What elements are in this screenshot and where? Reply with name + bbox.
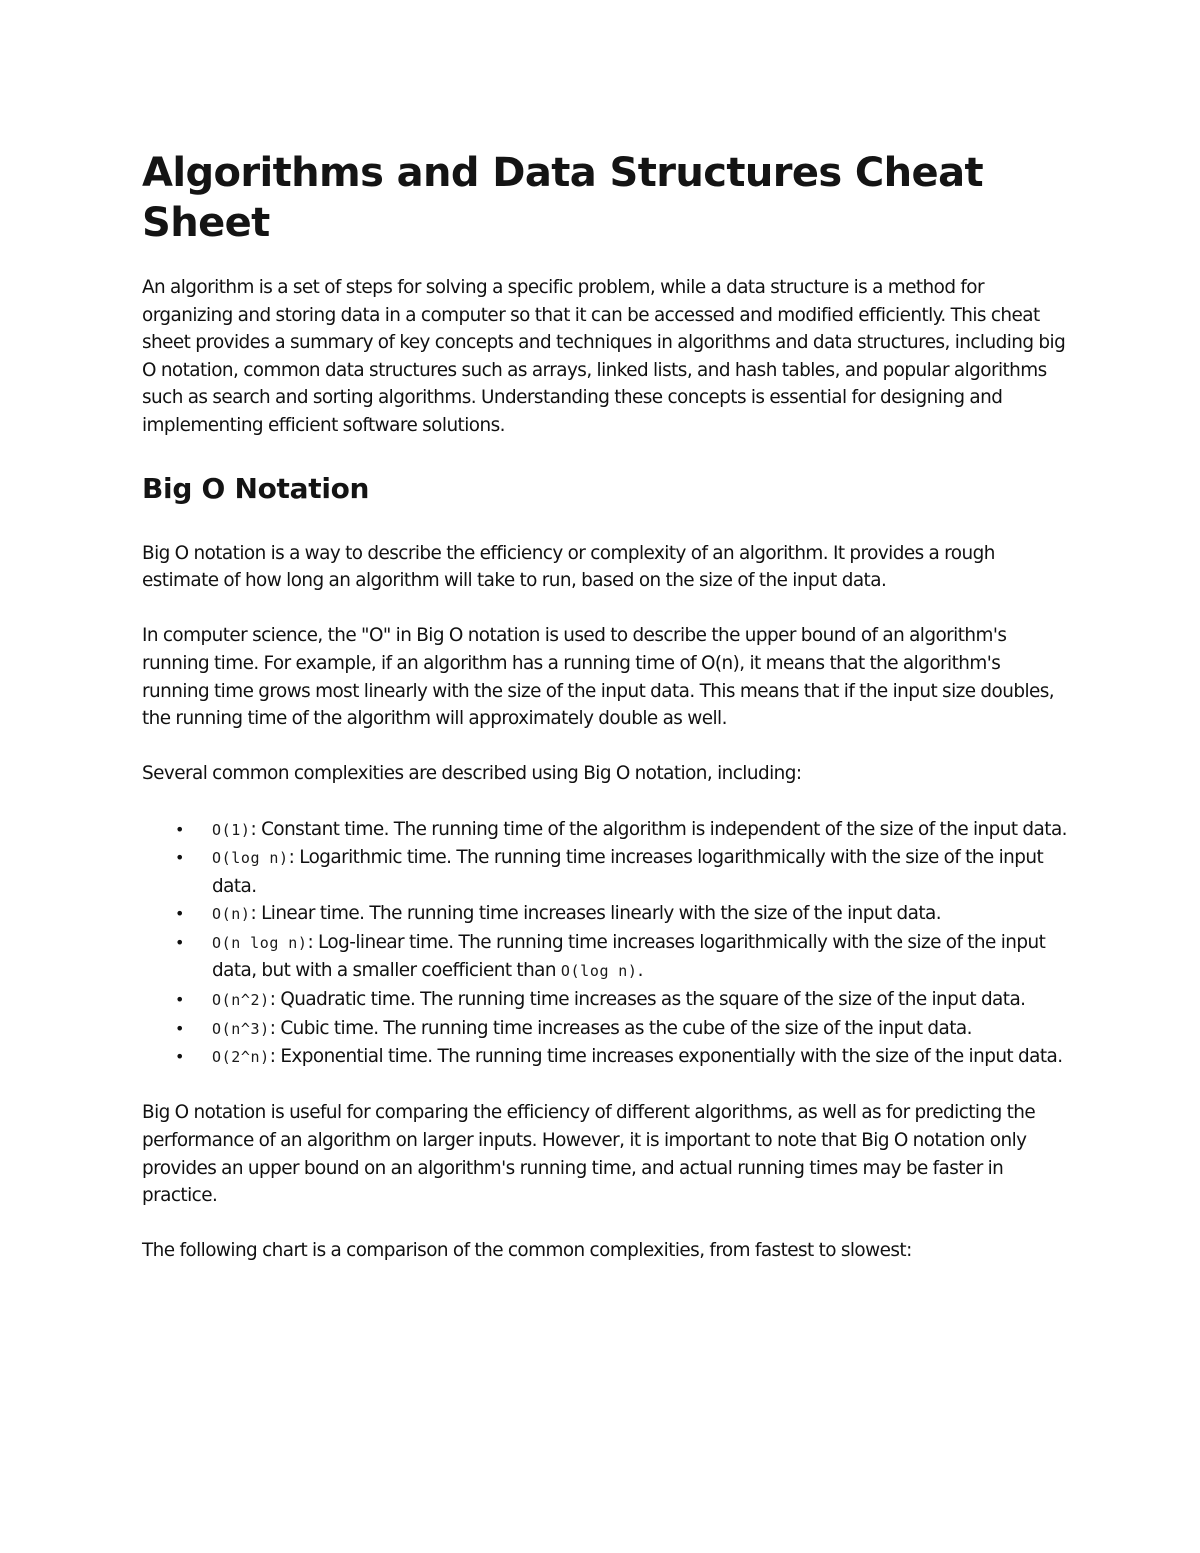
- complexity-description: : Logarithmic time. The running time increases logarithmically with the size of the input data.: [212, 847, 1044, 897]
- list-item: [175, 844, 1072, 900]
- complexity-code-inline: O(log n): [560, 962, 638, 981]
- bullet-icon: •: [175, 932, 184, 952]
- complexities-intro-paragraph: Several common complexities are described using Big O notation, including:: [142, 763, 802, 785]
- complexity-description-end: .: [637, 960, 643, 982]
- complexity-description: : Linear time. The running time increases linearly with the size of the input data.: [250, 903, 942, 925]
- list-item: [175, 929, 1072, 986]
- page-title: Algorithms and Data Structures Cheat Sheet: [142, 150, 983, 246]
- complexity-code: O(n log n): [212, 933, 308, 952]
- complexity-code: O(1): [212, 820, 251, 839]
- bullet-icon: •: [175, 1018, 184, 1038]
- list-item: [175, 1015, 1072, 1044]
- bullet-icon: •: [175, 990, 184, 1010]
- list-item: [175, 986, 1072, 1015]
- intro-paragraph: An algorithm is a set of steps for solving a specific problem, while a data structure is a method for organizing and storing data in a computer so that it can be accessed and modified efficiently. This cheat sheet provides a summary of key concepts and techniques in algorithms and data structures, including big O notation, common data structures such as arrays, linked lists, and hash tables, and popular algorithms such as search and sorting algorithms. Understanding these concepts is essential for designing and implementing efficient software solutions.: [142, 277, 1066, 436]
- complexity-description: : Exponential time. The running time increases exponentially with the size of the input data.: [269, 1046, 1063, 1068]
- chart-intro-paragraph: The following chart is a comparison of the common complexities, from fastest to slowest:: [142, 1240, 912, 1262]
- bullet-icon: •: [175, 848, 184, 868]
- complexity-code: O(n^2): [212, 991, 270, 1010]
- document-page: [142, 148, 1072, 1265]
- bullet-icon: •: [175, 904, 184, 924]
- bullet-icon: •: [175, 1047, 184, 1067]
- complexity-code: O(2^n): [212, 1048, 270, 1067]
- bullet-icon: •: [175, 819, 184, 839]
- big-o-upper-bound-paragraph: In computer science, the "O" in Big O notation is used to describe the upper bound of an algorithm's running time. For example, if an algorithm has a running time of O(n), it means that the algorithm's running time grows most linearly with the size of the input data. This means that if the input size doubles, the running time of the algorithm will approximately double as well.: [142, 625, 1055, 730]
- list-item: [175, 1043, 1072, 1072]
- complexity-description: : Cubic time. The running time increases as the cube of the size of the input data.: [269, 1017, 972, 1039]
- complexity-code: O(n^3): [212, 1019, 270, 1038]
- complexity-description: : Constant time. The running time of the algorithm is independent of the size of the input data.: [250, 818, 1067, 840]
- complexity-code: O(log n): [212, 849, 289, 868]
- complexity-description: : Quadratic time. The running time increases as the square of the size of the input data.: [269, 989, 1026, 1011]
- complexity-list: [142, 816, 1072, 1072]
- complexity-description: : Log-linear time. The running time increases logarithmically with the size of the input data, but with a smaller coefficient than: [212, 931, 1046, 982]
- section-heading-big-o: Big O Notation: [142, 471, 370, 505]
- list-item: [175, 900, 1072, 929]
- big-o-usefulness-paragraph: Big O notation is useful for comparing the efficiency of different algorithms, as well as for predicting the performance of an algorithm on larger inputs. However, it is important to note that Big O notation only provides an upper bound on an algorithm's running time, and actual running times may be faster in practice.: [142, 1102, 1036, 1207]
- list-item: [175, 816, 1072, 845]
- complexity-code: O(n): [212, 905, 251, 924]
- big-o-definition-paragraph: Big O notation is a way to describe the efficiency or complexity of an algorithm. It provides a rough estimate of how long an algorithm will take to run, based on the size of the input data.: [142, 542, 995, 592]
